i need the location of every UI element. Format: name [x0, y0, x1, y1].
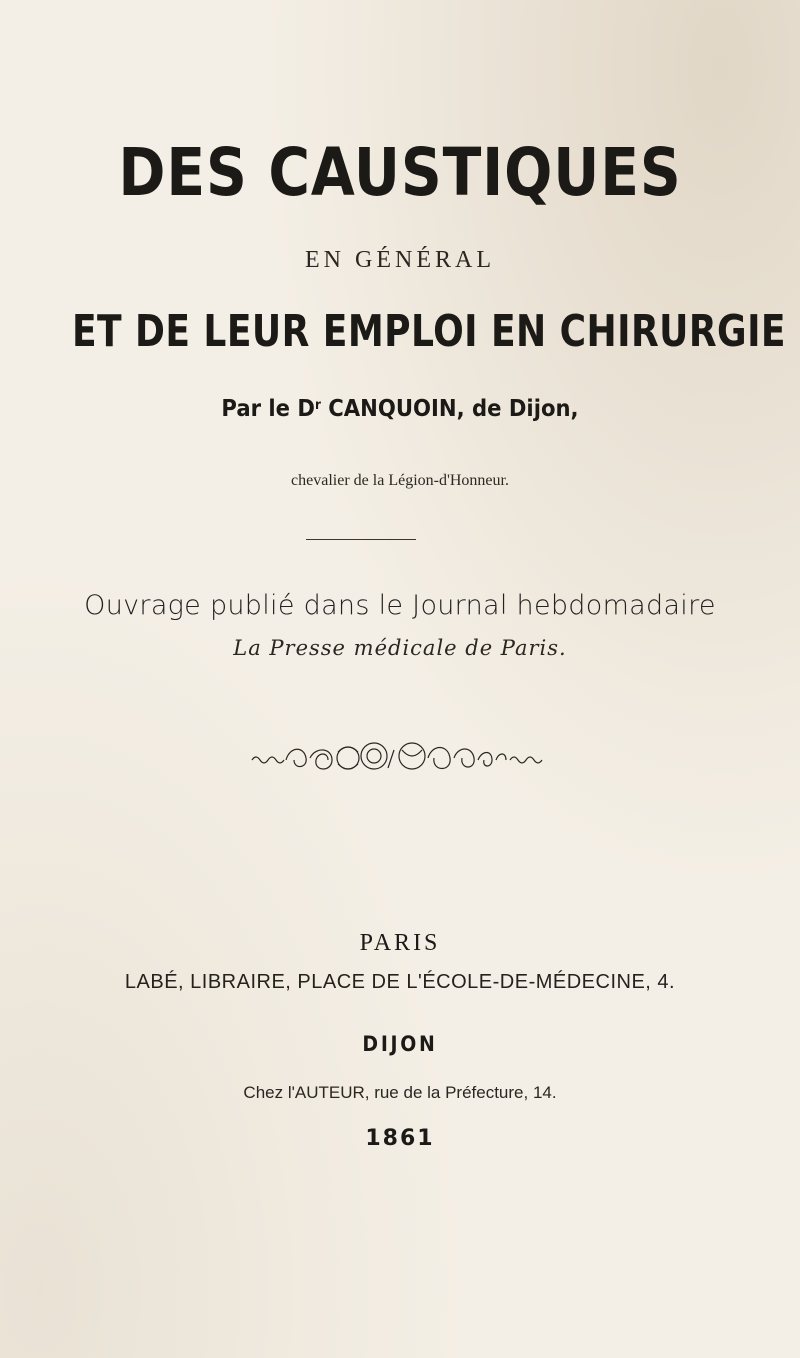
divider-rule — [306, 539, 416, 540]
author-title-sup: r — [314, 398, 321, 413]
main-title: DES CAUSTIQUES — [118, 134, 682, 211]
imprint-year: 1861 — [365, 1126, 435, 1151]
ornament-flourish-icon — [250, 738, 550, 778]
publication-note: Ouvrage publié dans le Journal hebdomadaire — [84, 590, 716, 621]
author-name: CANQUOIN, de Dijon, — [320, 396, 579, 422]
imprint-address: Chez l'AUTEUR, rue de la Préfecture, 14. — [243, 1083, 557, 1102]
subtitle: EN GÉNÉRAL — [305, 247, 495, 273]
author-line — [32, 396, 768, 422]
author-honor: chevalier de la Légion-d'Honneur. — [291, 472, 509, 489]
imprint-city: PARIS — [359, 930, 441, 956]
author-prefix: Par le D — [221, 396, 315, 422]
imprint-publisher: LABÉ, LIBRAIRE, PLACE DE L'ÉCOLE-DE-MÉDECINE, 4. — [124, 971, 676, 993]
imprint-city-secondary: DIJON — [362, 1032, 438, 1056]
journal-name: La Presse médicale de Paris. — [233, 636, 567, 660]
second-title: ET DE LEUR EMPLOI EN CHIRURGIE — [72, 306, 786, 357]
